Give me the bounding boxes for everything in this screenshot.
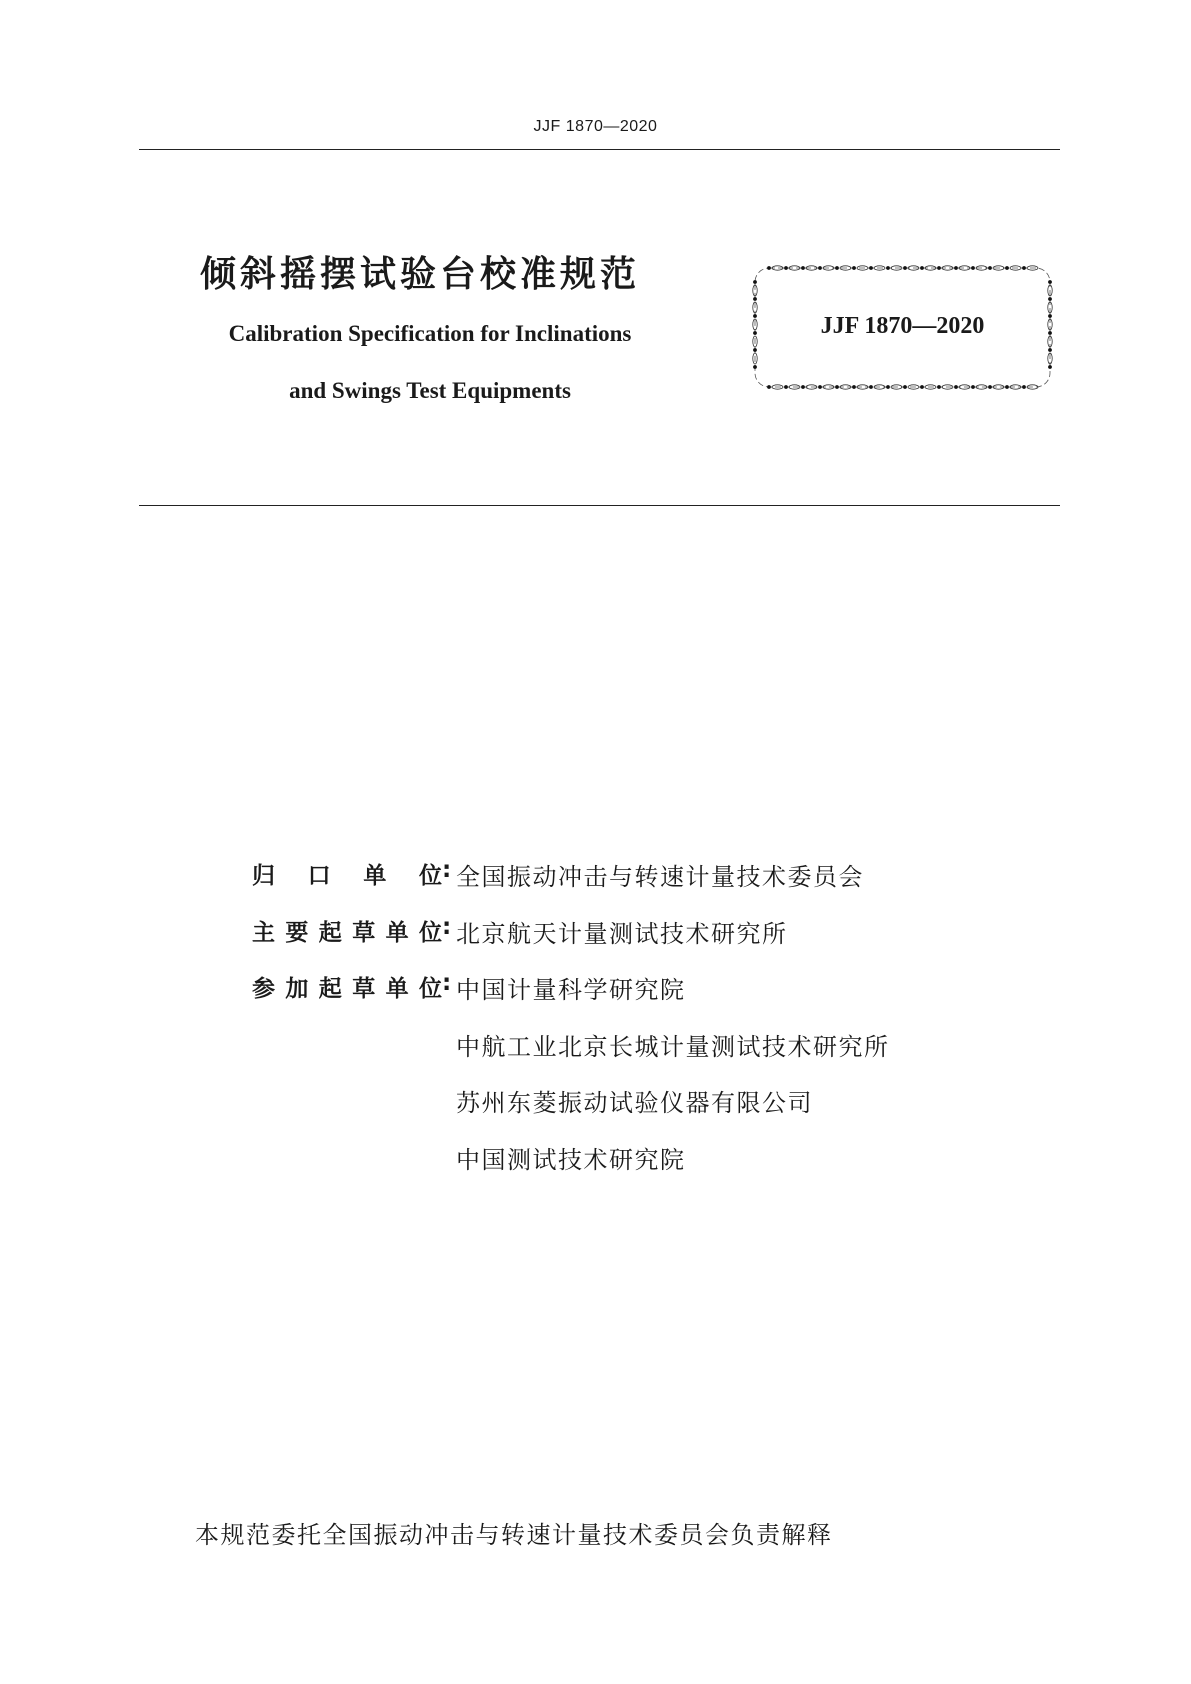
title-english-line1: Calibration Specification for Inclinations: [228, 321, 632, 346]
org-row-main-drafter: [252, 914, 890, 971]
title-rule: [139, 505, 1060, 506]
org-value-participating: 中国测试技术研究院: [456, 1145, 686, 1174]
org-colon: :: [442, 970, 452, 996]
interpretation-note: 本规范委托全国振动冲击与转速计量技术委员会负责解释: [195, 1521, 833, 1549]
header-rule: [139, 149, 1060, 150]
org-value-main-drafter: 北京航天计量测试技术研究所: [456, 919, 788, 948]
org-value-responsible: 全国振动冲击与转速计量技术委员会: [456, 863, 864, 891]
standard-code: JJF 1870—2020: [820, 313, 985, 339]
title-chinese: 倾斜摇摆试验台校准规范: [200, 254, 641, 295]
standard-code-box: [751, 264, 1054, 391]
org-label-main-drafter: 主要起草单位: [252, 919, 442, 946]
org-row-participating: [252, 970, 890, 1027]
org-row-participating-cont: [252, 1027, 890, 1084]
org-colon: :: [442, 913, 452, 940]
org-row-participating-cont: [252, 1083, 890, 1140]
org-value-participating: 中国计量科学研究院: [456, 976, 686, 1004]
organizations-block: [252, 857, 890, 1196]
title-english-line2: and Swings Test Equipments: [289, 378, 571, 403]
org-row-responsible: [252, 857, 890, 914]
org-colon: :: [442, 857, 452, 883]
org-value-participating: 苏州东菱振动试验仪器有限公司: [456, 1089, 813, 1117]
org-row-participating-cont: [252, 1140, 890, 1197]
running-header: JJF 1870—2020: [533, 118, 658, 135]
org-label-participating: 参加起草单位: [252, 976, 442, 1002]
org-value-participating: 中航工业北京长城计量测试技术研究所: [456, 1032, 890, 1061]
org-label-responsible: 归口单位: [252, 863, 442, 889]
